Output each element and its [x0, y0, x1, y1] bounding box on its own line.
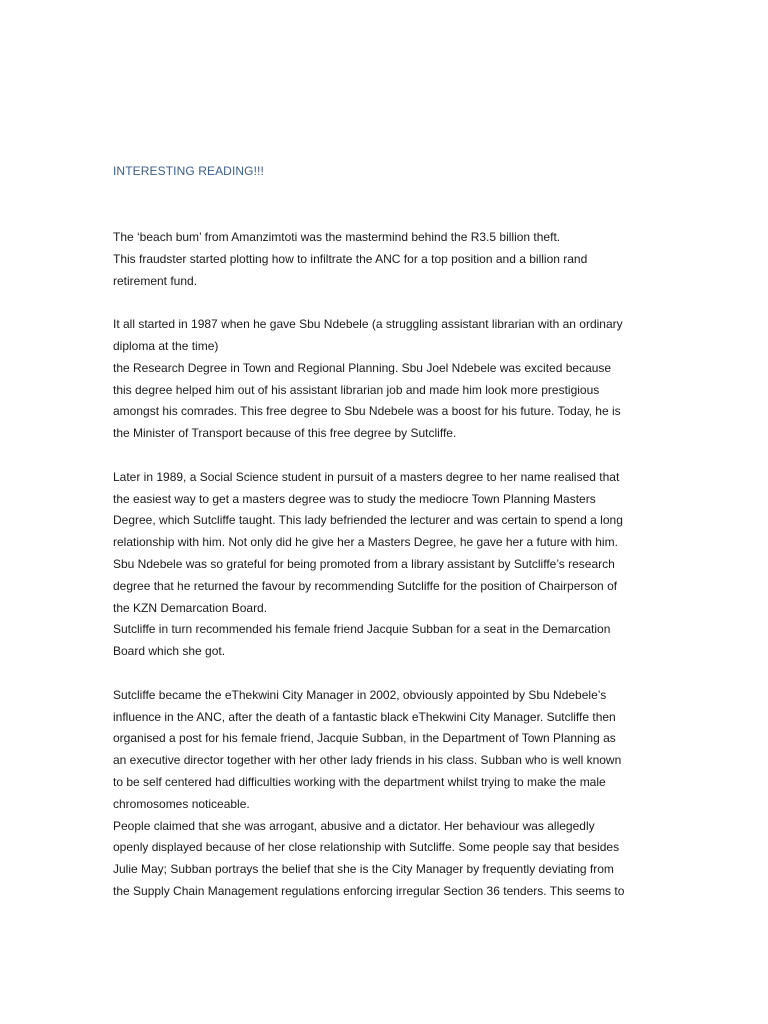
- text-line: openly displayed because of her close relationship with Sutcliffe. Some people say that besides: [113, 840, 620, 855]
- text-line: chromosomes noticeable.: [113, 796, 250, 811]
- text-line: the Supply Chain Management regulations enforcing irregular Section 36 tenders. This seems to: [113, 883, 625, 898]
- text-line: Board which she got.: [113, 644, 226, 659]
- text-line: influence in the ANC, after the death of a fantastic black eThekwini City Manager. Sutcliffe then: [113, 709, 616, 724]
- text-line: Degree, which Sutcliffe taught. This lady befriended the lecturer and was certain to spend a long: [113, 513, 623, 528]
- text-line: an executive director together with her other lady friends in his class. Subban who is well known: [113, 753, 622, 768]
- text-line: Julie May; Subban portrays the belief that she is the City Manager by frequently deviating from: [113, 862, 614, 877]
- text-line: relationship with him. Not only did he give her a Masters Degree, he gave her a future with him.: [113, 535, 618, 550]
- document-body: [113, 227, 633, 903]
- text-line: People claimed that she was arrogant, abusive and a dictator. Her behaviour was allegedly: [113, 818, 595, 833]
- text-line: diploma at the time): [113, 338, 219, 353]
- text-line: the Research Degree in Town and Regional Planning. Sbu Joel Ndebele was excited because: [113, 360, 612, 375]
- text-line: amongst his comrades. This free degree to Sbu Ndebele was a boost for his future. Today, he is: [113, 404, 621, 419]
- text-line: It all started in 1987 when he gave Sbu Ndebele (a struggling assistant librarian with an ordinary: [113, 317, 623, 332]
- paragraph-gap: [113, 292, 633, 314]
- paragraph-gap: [113, 663, 633, 685]
- text-line: the easiest way to get a masters degree was to study the mediocre Town Planning Masters: [113, 491, 596, 506]
- text-line: the Minister of Transport because of this free degree by Sutcliffe.: [113, 426, 457, 441]
- paragraph-gap: [113, 445, 633, 467]
- text-line: This fraudster started plotting how to infiltrate the ANC for a top position and a billion rand: [113, 251, 588, 266]
- paragraph: [113, 314, 633, 445]
- text-line: The ‘beach bum’ from Amanzimtoti was the mastermind behind the R3.5 billion theft.: [113, 230, 561, 244]
- text-line: Later in 1989, a Social Science student in pursuit of a masters degree to her name realised that: [113, 469, 620, 484]
- paragraph: [113, 227, 633, 292]
- text-line: Sutcliffe became the eThekwini City Manager in 2002, obviously appointed by Sbu Ndebele’s: [113, 687, 607, 702]
- text-line: to be self centered had difficulties working with the department whilst trying to make the male: [113, 774, 606, 789]
- text-line: the KZN Demarcation Board.: [113, 600, 268, 615]
- text-line: Sbu Ndebele was so grateful for being promoted from a library assistant by Sutcliffe’s research: [113, 556, 615, 571]
- document-heading: INTERESTING READING!!!: [113, 164, 264, 178]
- text-line: organised a post for his female friend, Jacquie Subban, in the Department of Town Planning as: [113, 731, 616, 746]
- text-line: Sutcliffe in turn recommended his female friend Jacquie Subban for a seat in the Demarcation: [113, 622, 611, 637]
- text-line: retirement fund.: [113, 273, 198, 288]
- text-line: this degree helped him out of his assistant librarian job and made him look more prestigious: [113, 382, 600, 397]
- paragraph: [113, 685, 633, 903]
- paragraph: [113, 467, 633, 663]
- text-line: degree that he returned the favour by recommending Sutcliffe for the position of Chairperson of: [113, 578, 618, 593]
